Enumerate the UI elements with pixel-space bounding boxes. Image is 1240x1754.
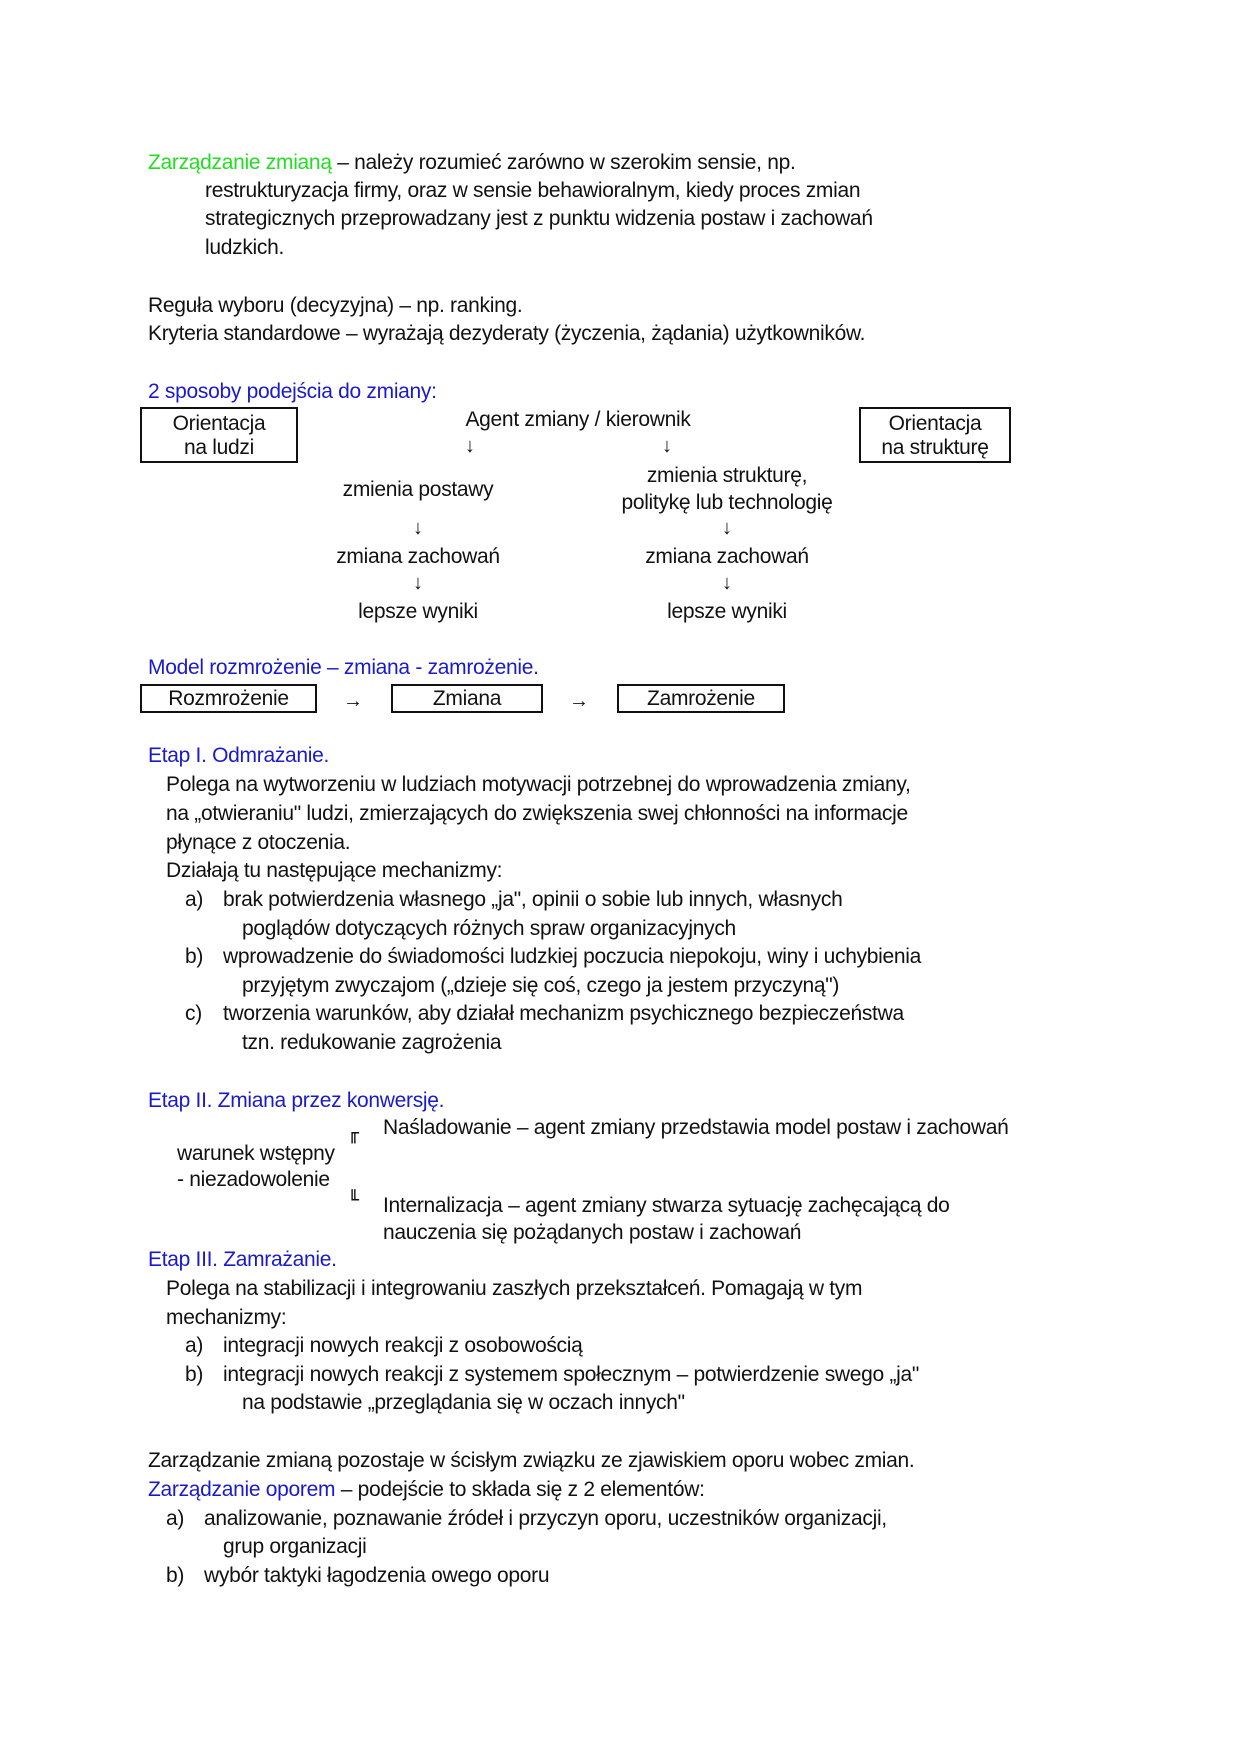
people-orientation-box [140, 407, 298, 463]
intro-line-2: restrukturyzacja firmy, oraz w sensie behawioralnym, kiedy proces zmian [205, 179, 861, 202]
list-item: integracji nowych reakcji z osobowością [223, 1334, 583, 1357]
stage3-line: mechanizmy: [166, 1306, 287, 1329]
list-item: brak potwierdzenia własnego „ja", opinii o sobie lub innych, własnych [223, 888, 843, 911]
down-arrow-icon: ↓ [465, 435, 475, 457]
box-line: na strukturę [881, 436, 989, 459]
bracket-top-icon: ╓ [348, 1123, 359, 1144]
term-resistance-management: Zarządzanie oporem [148, 1478, 336, 1501]
stage3-heading: Etap III. Zamrażanie. [148, 1248, 337, 1271]
down-arrow-icon: ↓ [662, 435, 672, 457]
box-line: na ludzi [184, 436, 254, 459]
condition-line: warunek wstępny [177, 1142, 335, 1165]
approaches-heading: 2 sposoby podejścia do zmiany: [148, 380, 437, 403]
term-change-management: Zarządzanie zmianą [148, 151, 332, 174]
intro-text: – należy rozumieć zarówno w szerokim sensie, np. [331, 151, 796, 174]
right-arrow-icon: → [343, 690, 363, 712]
box-line: Orientacja [172, 412, 266, 435]
step-change-box: Zmiana [391, 684, 543, 713]
list-marker: a) [185, 888, 204, 911]
stage1-heading: Etap I. Odmrażanie. [148, 744, 330, 767]
right-step-2: zmiana zachowań [645, 545, 809, 568]
list-marker: a) [166, 1507, 185, 1530]
list-marker: b) [166, 1564, 185, 1587]
list-item-cont: przyjętym zwyczajom („dzieje się coś, czego ja jestem przyczyną") [242, 974, 840, 997]
rule-definition: Reguła wyboru (decyzyjna) – np. ranking. [148, 294, 523, 317]
down-arrow-icon: ↓ [722, 572, 732, 594]
condition-line: - niezadowolenie [177, 1168, 330, 1191]
down-arrow-icon: ↓ [722, 517, 732, 539]
stage2-heading: Etap II. Zmiana przez konwersję. [148, 1089, 445, 1112]
list-marker: c) [185, 1002, 202, 1025]
right-arrow-icon: → [569, 690, 589, 712]
stage1-line: Działają tu następujące mechanizmy: [166, 859, 503, 882]
criteria-definition: Kryteria standardowe – wyrażają dezyderaty (życzenia, żądania) użytkowników. [148, 322, 866, 345]
list-item-cont: poglądów dotyczących różnych spraw organizacyjnych [242, 917, 736, 940]
list-marker: b) [185, 1363, 204, 1386]
list-item: tworzenia warunków, aby działał mechanizm psychicznego bezpieczeństwa [223, 1002, 904, 1025]
stage1-line: płynące z otoczenia. [166, 831, 351, 854]
list-marker: b) [185, 945, 204, 968]
internalization-text: Internalizacja – agent zmiany stwarza sytuację zachęcającą do [383, 1194, 950, 1217]
stage1-line: na „otwieraniu" ludzi, zmierzających do zwiększenia swej chłonności na informacje [166, 802, 908, 825]
right-step-1a: zmienia strukturę, [646, 464, 808, 487]
list-item: analizowanie, poznawanie źródeł i przyczyn oporu, uczestników organizacji, [204, 1507, 887, 1530]
intro-line-4: ludzkich. [205, 236, 285, 259]
left-step-2: zmiana zachowań [336, 545, 500, 568]
model-heading: Model rozmrożenie – zmiana - zamrożenie. [148, 656, 539, 679]
imitation-text: Naśladowanie – agent zmiany przedstawia model postaw i zachowań [383, 1116, 1009, 1139]
internalization-text: nauczenia się pożądanych postaw i zachowań [383, 1221, 802, 1244]
left-step-3: lepsze wyniki [358, 600, 478, 623]
list-item-cont: na podstawie „przeglądania się w oczach innych" [242, 1391, 685, 1414]
step-refreeze-box: Zamrożenie [617, 684, 785, 713]
down-arrow-icon: ↓ [413, 572, 423, 594]
bracket-bottom-icon: ╙ [348, 1190, 359, 1211]
left-step-1: zmienia postawy [342, 478, 494, 501]
intro-line-3: strategicznych przeprowadzany jest z punktu widzenia postaw i zachowań [205, 207, 873, 230]
list-item: wybór taktyki łagodzenia owego oporu [204, 1564, 550, 1587]
resistance-definition [148, 1477, 705, 1503]
step-unfreeze-box: Rozmrożenie [140, 684, 317, 713]
resistance-intro: Zarządzanie zmianą pozostaje w ścisłym związku ze zjawiskiem oporu wobec zmian. [148, 1449, 915, 1472]
stage1-line: Polega na wytworzeniu w ludziach motywacji potrzebnej do wprowadzenia zmiany, [166, 773, 911, 796]
list-item: integracji nowych reakcji z systemem społecznym – potwierdzenie swego „ja" [223, 1363, 920, 1386]
down-arrow-icon: ↓ [413, 517, 423, 539]
list-item-cont: grup organizacji [223, 1535, 367, 1558]
list-marker: a) [185, 1334, 204, 1357]
right-step-3: lepsze wyniki [667, 600, 787, 623]
right-step-1b: politykę lub technologię [621, 491, 833, 514]
stage3-line: Polega na stabilizacji i integrowaniu zaszłych przekształceń. Pomagają w tym [166, 1277, 863, 1300]
intro-line-1 [148, 150, 796, 176]
agent-label: Agent zmiany / kierownik [465, 408, 691, 431]
list-item: wprowadzenie do świadomości ludzkiej poczucia niepokoju, winy i uchybienia [223, 945, 922, 968]
box-line: Orientacja [888, 412, 982, 435]
structure-orientation-box [859, 407, 1011, 463]
list-item-cont: tzn. redukowanie zagrożenia [242, 1031, 502, 1054]
resistance-text: – podejście to składa się z 2 elementów: [335, 1478, 705, 1501]
